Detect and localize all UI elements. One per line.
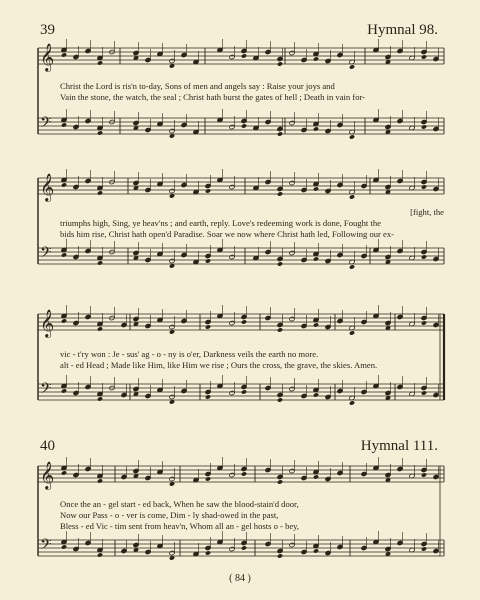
quarter-note <box>241 471 247 476</box>
quarter-note <box>241 545 247 550</box>
quarter-note <box>349 64 355 69</box>
quarter-note <box>349 194 355 199</box>
quarter-note <box>97 478 103 483</box>
quarter-note <box>241 123 247 128</box>
quarter-note <box>61 544 67 549</box>
quarter-note <box>277 261 283 266</box>
quarter-note <box>313 322 319 327</box>
page-number: ( 84 ) <box>229 573 251 584</box>
bass-clef: 𝄢 <box>40 114 52 135</box>
lyric-line: Bless - ed Vic - tim sent from heav'n, Whom all an - gel hosts o - bey, <box>60 521 300 531</box>
quarter-note <box>421 254 427 259</box>
quarter-note <box>349 134 355 139</box>
quarter-note <box>97 190 103 195</box>
treble-clef: 𝄞 <box>40 173 55 201</box>
quarter-note <box>313 256 319 261</box>
quarter-note <box>313 392 319 397</box>
quarter-note <box>241 53 247 58</box>
hymn-39-tune: Hymnal 98. <box>367 22 438 38</box>
quarter-note <box>421 320 427 325</box>
quarter-note <box>349 264 355 269</box>
quarter-note <box>61 252 67 257</box>
quarter-note <box>97 552 103 557</box>
quarter-note <box>241 319 247 324</box>
quarter-note <box>97 130 103 135</box>
quarter-note <box>421 472 427 477</box>
lyric-line: bids him rise, Christ hath open'd Paradise. Soar we now where Christ hath led, Following our ex- <box>60 229 395 239</box>
quarter-note <box>349 330 355 335</box>
quarter-note <box>313 56 319 61</box>
quarter-note <box>97 60 103 65</box>
treble-clef: 𝄞 <box>40 309 55 337</box>
bass-clef: 𝄢 <box>40 244 52 265</box>
quarter-note <box>61 318 67 323</box>
quarter-note <box>313 474 319 479</box>
lyric-line: Vain the stone, the watch, the seal ; Christ hath burst the gates of hell ; Death in vain for- <box>60 92 366 102</box>
quarter-note <box>277 131 283 136</box>
lyric-line: vic - t'ry won : Je - sus' ag - o - ny is o'er, Darkness veils the earth no more. <box>60 349 319 359</box>
hymn-40-tune: Hymnal 111. <box>360 438 438 454</box>
lyric-line: Christ the Lord is ris'n to-day, Sons of men and angels say : Raise your joys and <box>60 81 335 91</box>
lyric-line: triumphs high, Sing, ye heav'ns ; and earth, reply. Love's redeeming work is done, Fought the <box>60 218 381 228</box>
hymn-40-number: 40 <box>40 438 55 454</box>
lyric-line: [fight, the <box>410 207 444 217</box>
quarter-note <box>205 550 211 555</box>
quarter-note <box>277 397 283 402</box>
bass-clef: 𝄢 <box>40 380 52 401</box>
quarter-note <box>97 260 103 265</box>
lyric-line: Now our Pass - o - ver is come, Dim - ly shad-owed in the past, <box>60 510 279 520</box>
quarter-note <box>97 326 103 331</box>
quarter-note <box>97 396 103 401</box>
treble-clef: 𝄞 <box>40 461 55 489</box>
quarter-note <box>277 479 283 484</box>
quarter-note <box>277 327 283 332</box>
lyric-line: alt - ed Head ; Made like Him, like Him we rise ; Ours the cross, the grave, the skies. Amen. <box>60 360 378 370</box>
quarter-note <box>205 258 211 263</box>
bass-clef: 𝄢 <box>40 536 52 557</box>
quarter-note <box>349 400 355 405</box>
quarter-note <box>421 54 427 59</box>
quarter-note <box>61 470 67 475</box>
quarter-note <box>313 126 319 131</box>
quarter-note <box>277 191 283 196</box>
quarter-note <box>313 548 319 553</box>
quarter-note <box>241 389 247 394</box>
quarter-note <box>277 61 283 66</box>
lyric-line: Once the an - gel start - ed back, When he saw the blood-stain'd door, <box>60 499 299 509</box>
quarter-note <box>61 388 67 393</box>
quarter-note <box>313 186 319 191</box>
quarter-note <box>205 476 211 481</box>
quarter-note <box>421 184 427 189</box>
quarter-note <box>61 182 67 187</box>
hymn-39-number: 39 <box>40 22 55 38</box>
quarter-note <box>205 324 211 329</box>
quarter-note <box>61 52 67 57</box>
quarter-note <box>61 122 67 127</box>
treble-clef: 𝄞 <box>40 43 55 71</box>
quarter-note <box>205 394 211 399</box>
quarter-note <box>421 124 427 129</box>
quarter-note <box>421 546 427 551</box>
quarter-note <box>205 188 211 193</box>
quarter-note <box>421 390 427 395</box>
quarter-note <box>277 553 283 558</box>
